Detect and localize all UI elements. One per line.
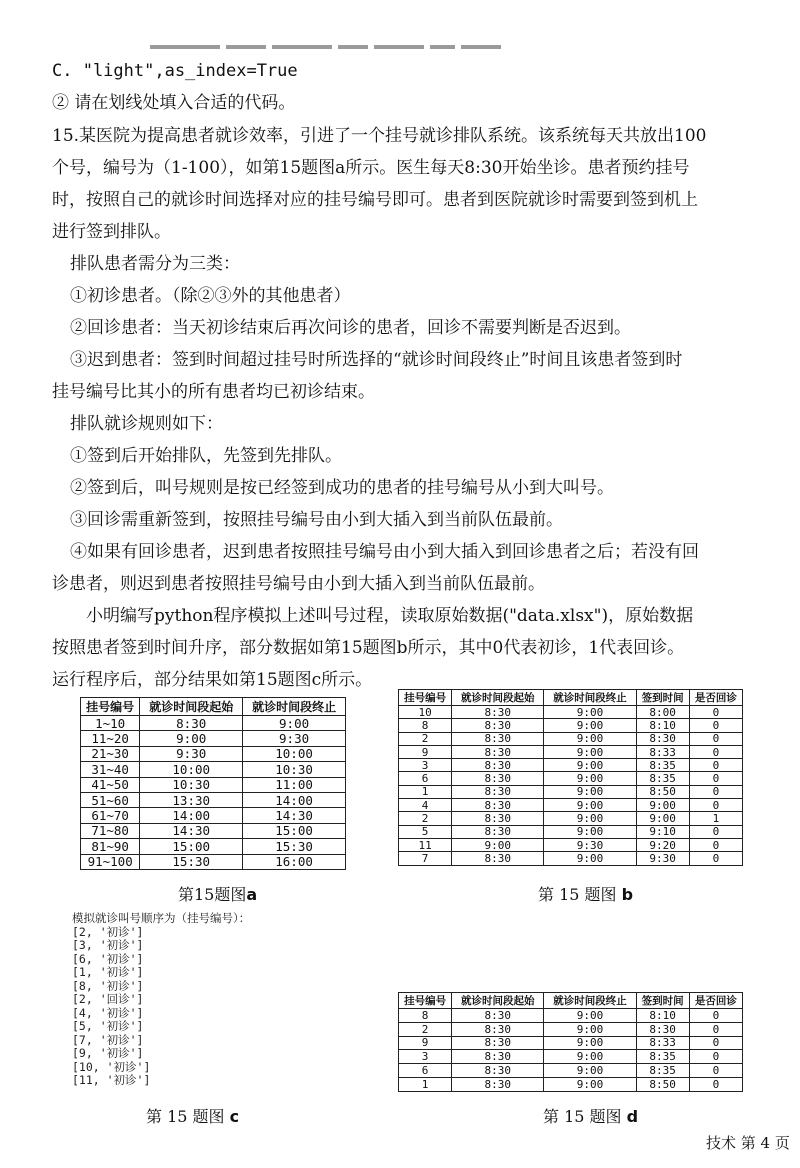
table-header: 就诊时间段起始 <box>452 690 544 706</box>
table-cell: 61~70 <box>81 808 140 823</box>
table-cell: 10:30 <box>243 762 346 777</box>
page-footer: 技术 第 4 页 <box>706 1134 790 1152</box>
table-row <box>399 852 743 865</box>
table-cell: 2 <box>399 1022 452 1036</box>
table-cell: 0 <box>689 838 742 851</box>
table-cell: 3 <box>399 1050 452 1064</box>
table-cell: 10:00 <box>243 746 346 761</box>
table-cell: 8:30 <box>636 732 689 745</box>
table-header: 挂号编号 <box>399 993 452 1009</box>
table-header: 签到时间 <box>636 690 689 706</box>
output-line: [2, '初诊'] <box>72 924 144 939</box>
program-description-line-2: 按照患者签到时间升序，部分数据如第15题图b所示，其中0代表初诊，1代表回诊。 <box>52 638 685 658</box>
category-1: ①初诊患者。（除②③外的其他患者） <box>70 286 351 306</box>
table-cell: 15:00 <box>140 839 243 854</box>
table-row <box>81 823 346 838</box>
table-cell: 4 <box>399 799 452 812</box>
figure-b-table <box>398 689 743 866</box>
table-cell: 0 <box>689 799 742 812</box>
table-cell: 13:30 <box>140 792 243 807</box>
table-row <box>399 719 743 732</box>
table-cell: 9:20 <box>636 838 689 851</box>
output-line: [7, '初诊'] <box>72 1032 144 1047</box>
table-cell: 8:30 <box>452 1050 544 1064</box>
table-cell: 0 <box>689 1077 742 1091</box>
table-cell: 9:00 <box>243 716 346 731</box>
table-cell: 81~90 <box>81 839 140 854</box>
table-cell: 8 <box>399 1009 452 1023</box>
table-cell: 9:00 <box>544 799 636 812</box>
table-cell: 9:30 <box>636 852 689 865</box>
table-cell: 9:00 <box>544 1036 636 1050</box>
table-cell: 41~50 <box>81 777 140 792</box>
table-cell: 9:00 <box>544 812 636 825</box>
figure-c-program-output <box>72 912 250 1088</box>
table-header: 是否回诊 <box>689 690 742 706</box>
category-2: ②回诊患者：当天初诊结束后再次问诊的患者，回诊不需要判断是否迟到。 <box>70 318 631 338</box>
table-cell: 0 <box>689 759 742 772</box>
table-row <box>81 854 346 869</box>
table-cell: 0 <box>689 1064 742 1078</box>
table-cell: 9:00 <box>544 852 636 865</box>
table-cell: 0 <box>689 772 742 785</box>
table-cell: 8:30 <box>452 1009 544 1023</box>
table-cell: 8:30 <box>140 716 243 731</box>
table-header: 就诊时间段终止 <box>243 698 346 716</box>
table-cell: 9:00 <box>544 1050 636 1064</box>
table-cell: 8:30 <box>452 799 544 812</box>
table-row <box>399 785 743 798</box>
table-cell: 15:00 <box>243 823 346 838</box>
table-cell: 8:30 <box>452 719 544 732</box>
table-cell: 8:30 <box>452 772 544 785</box>
table-cell: 8:30 <box>636 1022 689 1036</box>
table-cell: 9:30 <box>243 731 346 746</box>
table-row <box>81 762 346 777</box>
option-c-line: C. "light",as_index=True <box>52 61 298 81</box>
table-row <box>81 839 346 854</box>
table-cell: 9:10 <box>636 825 689 838</box>
table-cell: 0 <box>689 852 742 865</box>
figure-d-table <box>398 992 743 1092</box>
output-line: [11, '初诊'] <box>72 1073 151 1087</box>
rule-3: ③回诊需重新签到，按照挂号编号由小到大插入到当前队伍最前。 <box>70 510 563 530</box>
table-cell: 8:30 <box>452 745 544 758</box>
table-row <box>399 1064 743 1078</box>
table-cell: 10:30 <box>140 777 243 792</box>
table-cell: 9:00 <box>544 745 636 758</box>
table-cell: 0 <box>689 1036 742 1050</box>
table-cell: 2 <box>399 812 452 825</box>
table-cell: 15:30 <box>243 839 346 854</box>
table-cell: 8:30 <box>452 812 544 825</box>
categories-heading: 排队患者需分为三类： <box>70 254 240 274</box>
table-cell: 8:30 <box>452 785 544 798</box>
table-cell: 31~40 <box>81 762 140 777</box>
table-cell: 8:50 <box>636 785 689 798</box>
table-cell: 8:30 <box>452 825 544 838</box>
table-header: 挂号编号 <box>399 690 452 706</box>
table-cell: 8:30 <box>452 759 544 772</box>
table-row <box>81 777 346 792</box>
table-cell: 9 <box>399 1036 452 1050</box>
table-cell: 11:00 <box>243 777 346 792</box>
table-cell: 7 <box>399 852 452 865</box>
table-cell: 0 <box>689 719 742 732</box>
table-cell: 51~60 <box>81 792 140 807</box>
table-cell: 21~30 <box>81 746 140 761</box>
table-cell: 16:00 <box>243 854 346 869</box>
table-cell: 8:33 <box>636 1036 689 1050</box>
question-15-line-2: 个号，编号为（1-100），如第15题图a所示。医生每天8:30开始坐诊。患者预约挂号 <box>52 158 690 178</box>
figure-a-caption: 第15题图a <box>178 885 258 904</box>
output-line: [2, '回诊'] <box>72 992 144 1006</box>
rules-heading: 排队就诊规则如下： <box>70 414 223 434</box>
output-line: [8, '初诊'] <box>72 978 144 993</box>
program-description-line-1: 小明编写python程序模拟上述叫号过程，读取原始数据("data.xlsx")，原始数据 <box>86 606 694 626</box>
table-cell: 1~10 <box>81 716 140 731</box>
table-header: 签到时间 <box>636 993 689 1009</box>
table-cell: 10 <box>399 706 452 719</box>
table-row <box>81 808 346 823</box>
table-cell: 0 <box>689 732 742 745</box>
output-line: 模拟就诊叫号顺序为（挂号编号）： <box>72 911 251 925</box>
table-cell: 9:00 <box>544 785 636 798</box>
table-cell: 9:00 <box>544 1022 636 1036</box>
table-cell: 6 <box>399 772 452 785</box>
table-cell: 9:00 <box>636 812 689 825</box>
output-line: [1, '初诊'] <box>72 965 144 979</box>
table-cell: 8 <box>399 719 452 732</box>
table-cell: 8:30 <box>452 1064 544 1078</box>
table-cell: 9:30 <box>140 746 243 761</box>
table-cell: 8:10 <box>636 719 689 732</box>
table-cell: 3 <box>399 759 452 772</box>
table-cell: 8:50 <box>636 1077 689 1091</box>
output-line: [4, '初诊'] <box>72 1005 144 1020</box>
output-line: [10, '初诊'] <box>72 1059 151 1074</box>
table-cell: 11 <box>399 838 452 851</box>
table-cell: 9:00 <box>544 1077 636 1091</box>
table-cell: 8:30 <box>452 732 544 745</box>
table-row <box>399 732 743 745</box>
table-row <box>399 759 743 772</box>
table-cell: 8:35 <box>636 759 689 772</box>
table-header: 就诊时间段起始 <box>452 993 544 1009</box>
table-cell: 8:30 <box>452 1022 544 1036</box>
table-cell: 0 <box>689 1009 742 1023</box>
table-cell: 8:30 <box>452 1077 544 1091</box>
table-row <box>81 716 346 731</box>
table-cell: 71~80 <box>81 823 140 838</box>
instruction-line: ② 请在划线处填入合适的代码。 <box>52 93 296 113</box>
rule-4-line-2: 诊患者，则迟到患者按照挂号编号由小到大插入到当前队伍最前。 <box>52 574 545 594</box>
question-15-line-1: 15.某医院为提高患者就诊效率，引进了一个挂号就诊排队系统。该系统每天共放出100 <box>52 126 707 146</box>
figure-d-caption: 第 15 题图 d <box>543 1107 639 1126</box>
table-cell: 91~100 <box>81 854 140 869</box>
table-row <box>399 1050 743 1064</box>
table-row <box>399 1036 743 1050</box>
rule-2: ②签到后，叫号规则是按已经签到成功的患者的挂号编号从小到大叫号。 <box>70 478 614 498</box>
question-15-line-4: 进行签到排队。 <box>52 222 171 242</box>
table-header: 是否回诊 <box>689 993 742 1009</box>
table-cell: 10:00 <box>140 762 243 777</box>
table-cell: 9:00 <box>452 838 544 851</box>
table-row <box>399 1022 743 1036</box>
table-cell: 1 <box>399 785 452 798</box>
table-cell: 5 <box>399 825 452 838</box>
table-row <box>399 838 743 851</box>
table-cell: 14:00 <box>140 808 243 823</box>
table-row <box>399 1009 743 1023</box>
table-row <box>399 799 743 812</box>
rule-4-line-1: ④如果有回诊患者，迟到患者按照挂号编号由小到大插入到回诊患者之后；若没有回 <box>70 542 699 562</box>
table-cell: 9:00 <box>544 1009 636 1023</box>
table-cell: 0 <box>689 1050 742 1064</box>
output-line: [5, '初诊'] <box>72 1019 144 1033</box>
table-cell: 9:00 <box>140 731 243 746</box>
table-cell: 8:33 <box>636 745 689 758</box>
table-cell: 9:00 <box>544 732 636 745</box>
table-row <box>81 792 346 807</box>
table-cell: 9:30 <box>544 838 636 851</box>
table-row <box>81 731 346 746</box>
table-cell: 9:00 <box>544 772 636 785</box>
cropped-previous-line <box>150 36 610 46</box>
table-cell: 8:10 <box>636 1009 689 1023</box>
table-cell: 0 <box>689 785 742 798</box>
table-cell: 9:00 <box>544 719 636 732</box>
table-row <box>399 706 743 719</box>
table-header: 就诊时间段终止 <box>544 993 636 1009</box>
table-row <box>399 745 743 758</box>
table-cell: 8:35 <box>636 1050 689 1064</box>
table-cell: 0 <box>689 1022 742 1036</box>
table-cell: 8:30 <box>452 706 544 719</box>
table-cell: 1 <box>399 1077 452 1091</box>
table-cell: 14:30 <box>243 808 346 823</box>
table-cell: 15:30 <box>140 854 243 869</box>
figure-a-table <box>80 697 346 870</box>
table-cell: 0 <box>689 745 742 758</box>
table-cell: 8:35 <box>636 1064 689 1078</box>
table-cell: 14:00 <box>243 792 346 807</box>
table-cell: 1 <box>689 812 742 825</box>
table-row <box>399 825 743 838</box>
category-3-line-1: ③迟到患者：签到时间超过挂号时所选择的“就诊时间段终止”时间且该患者签到时 <box>70 350 683 370</box>
table-cell: 8:00 <box>636 706 689 719</box>
table-row <box>399 812 743 825</box>
table-row <box>81 746 346 761</box>
table-header: 就诊时间段起始 <box>140 698 243 716</box>
figure-b-caption: 第 15 题图 b <box>538 885 634 904</box>
table-header: 挂号编号 <box>81 698 140 716</box>
table-cell: 9 <box>399 745 452 758</box>
table-header: 就诊时间段终止 <box>544 690 636 706</box>
table-cell: 9:00 <box>544 759 636 772</box>
table-row <box>399 1077 743 1091</box>
table-row <box>399 772 743 785</box>
figure-c-caption: 第 15 题图 c <box>146 1107 240 1126</box>
output-line: [6, '初诊'] <box>72 951 144 966</box>
table-cell: 0 <box>689 825 742 838</box>
table-cell: 8:30 <box>452 852 544 865</box>
output-line: [9, '初诊'] <box>72 1046 144 1060</box>
output-line: [3, '初诊'] <box>72 938 144 952</box>
rule-1: ①签到后开始排队，先签到先排队。 <box>70 446 342 466</box>
table-cell: 6 <box>399 1064 452 1078</box>
table-cell: 8:30 <box>452 1036 544 1050</box>
table-cell: 9:00 <box>544 706 636 719</box>
table-cell: 0 <box>689 706 742 719</box>
category-3-line-2: 挂号编号比其小的所有患者均已初诊结束。 <box>52 382 375 402</box>
program-description-line-3: 运行程序后，部分结果如第15题图c所示。 <box>52 670 373 690</box>
table-cell: 2 <box>399 732 452 745</box>
table-cell: 14:30 <box>140 823 243 838</box>
question-15-line-3: 时，按照自己的就诊时间选择对应的挂号编号即可。患者到医院就诊时需要到签到机上 <box>52 190 698 210</box>
table-cell: 8:35 <box>636 772 689 785</box>
table-cell: 9:00 <box>544 1064 636 1078</box>
table-cell: 9:00 <box>544 825 636 838</box>
table-cell: 9:00 <box>636 799 689 812</box>
table-cell: 11~20 <box>81 731 140 746</box>
